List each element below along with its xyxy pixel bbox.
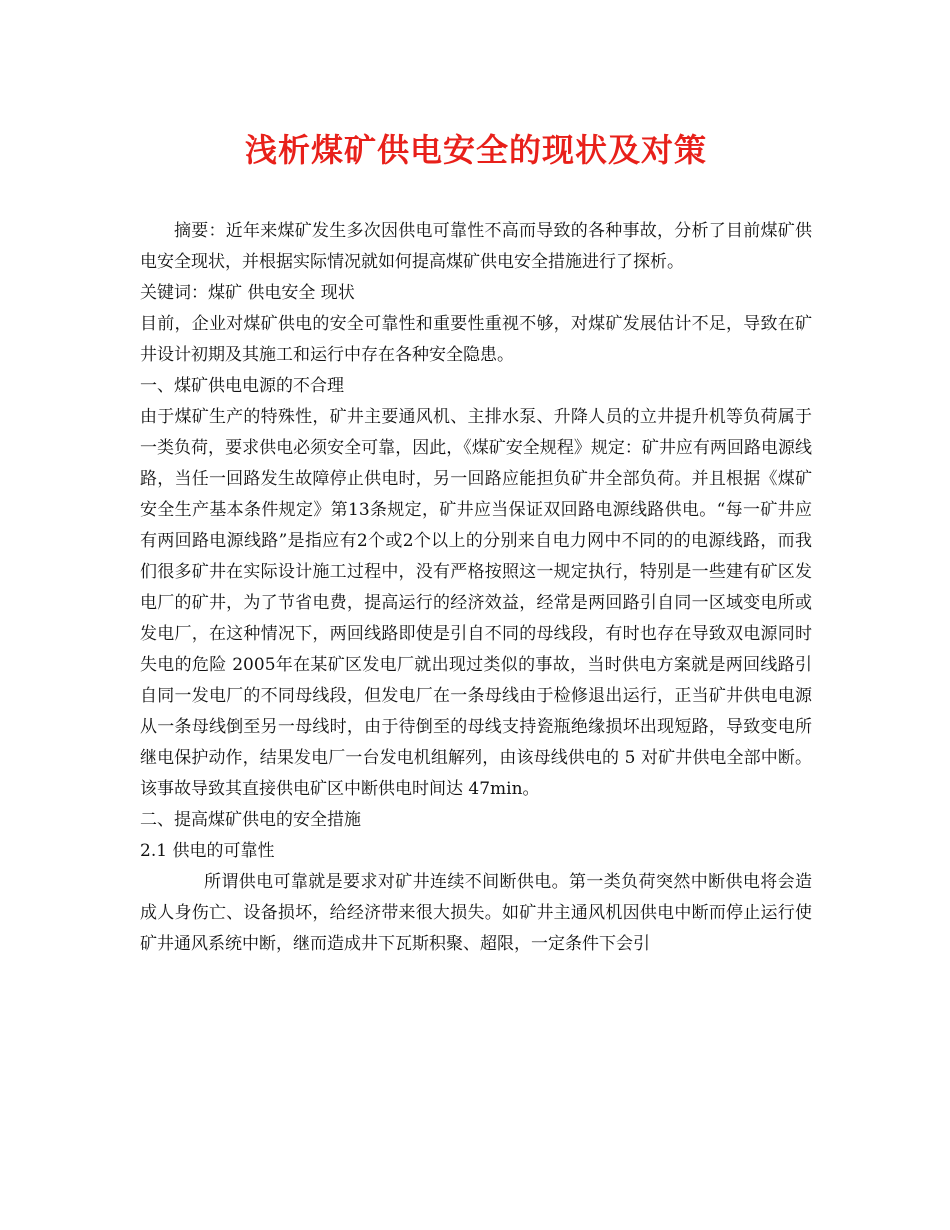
section1-paragraph: 由于煤矿生产的特殊性，矿井主要通风机、主排水泵、升降人员的立井提升机等负荷属于一类负荷，要求供电必须安全可靠，因此，《煤矿安全规程》规定：矿井应有两回路电源线路，当任一回路发生故障停止供电时，另一回路应能担负矿井全部负荷。并且根据《煤矿安全生产基本条件规定》第13条规定，矿井应当保证双回路电源线路供电。“每一矿井应有两回路电源线路”是指应有2个或2个以上的分别来自电力网中不同的的电源线路，而我们很多矿井在实际设计施工过程中，没有严格按照这一规定执行，特别是一些建有矿区发电厂的矿井，为了节省电费，提高运行的经济效益，经常是两回路引自同一区域变电所或发电厂，在这种情况下，两回线路即使是引自不同的母线段，有时也存在导致双电源同时失电的危险 2005年在某矿区发电厂就出现过类似的事故，当时供电方案就是两回线路引自同一发电厂的不同母线段，但发电厂在一条母线由于检修退出运行，正当矿井供电电源从一条母线倒至另一母线时，由于待倒至的母线支持瓷瓶绝缘损坏出现短路，导致变电所继电保护动作，结果发电厂一台发电机组解列，由该母线供电的 5 对矿井供电全部中断。该事故导致其直接供电矿区中断供电时间达 47min。 [140,407,812,799]
subsection-2-1-paragraph: 所谓供电可靠就是要求对矿井连续不间断供电。第一类负荷突然中断供电将会造成人身伤亡、设备损坏，给经济带来很大损失。如矿井主通风机因供电中断而停止运行使矿井通风系统中断，继而造成井下瓦斯积聚、超限，一定条件下会引 [140,872,812,954]
intro-paragraph: 目前，企业对煤矿供电的安全可靠性和重要性重视不够，对煤矿发展估计不足，导致在矿井设计初期及其施工和运行中存在各种安全隐患。 [140,314,812,365]
subsection-2-1-heading: 2.1 供电的可靠性 [140,841,275,861]
section1-heading: 一、煤矿供电电源的不合理 [140,376,344,396]
section2-heading: 二、提高煤矿供电的安全措施 [140,810,361,830]
document-page [140,120,812,960]
abstract-paragraph: 摘要：近年来煤矿发生多次因供电可靠性不高而导致的各种事故，分析了目前煤矿供电安全现状，并根据实际情况就如何提高煤矿供电安全措施进行了探析。 [140,221,812,272]
document-title: 浅析煤矿供电安全的现状及对策 [244,131,707,169]
keywords-line: 关键词：煤矿 供电安全 现状 [140,283,355,303]
